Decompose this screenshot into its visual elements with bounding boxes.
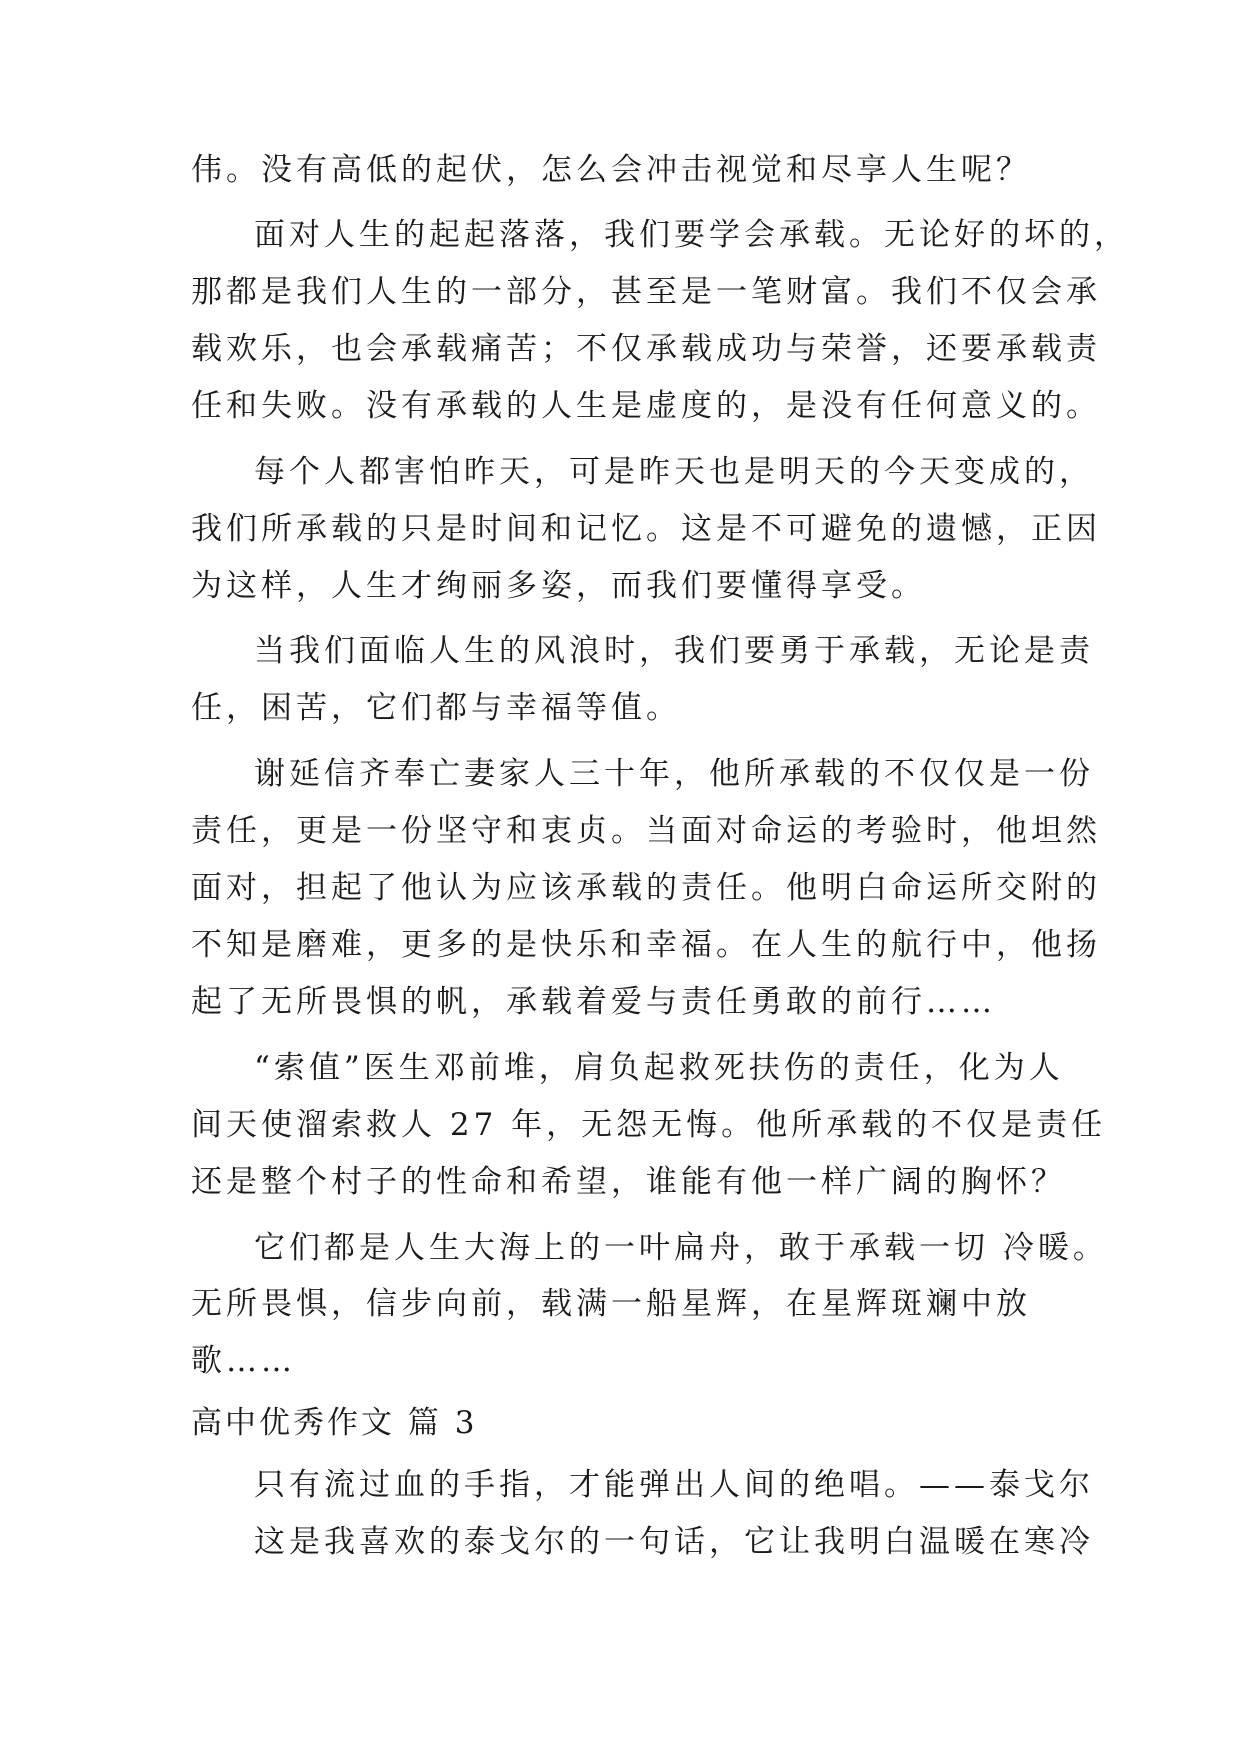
paragraph-line: 只有流过血的手指，才能弹出人间的绝唱。——泰戈尔 [254,1467,1094,1503]
paragraph-line: 那都是我们人生的一部分，甚至是一笔财富。我们不仅会承 [191,274,1101,310]
paragraph-line: 我们所承载的只是时间和记忆。这是不可避免的遗憾，正因 [191,511,1101,547]
paragraph-line: 载欢乐，也会承载痛苦；不仅承载成功与荣誉，还要承载责 [191,331,1101,367]
paragraph-line: 起了无所畏惧的帆，承载着爱与责任勇敢的前行…… [191,984,996,1020]
paragraph-line: 歌…… [191,1343,296,1379]
paragraph-line: 谢延信齐奉亡妻家人三十年，他所承载的不仅仅是一份 [254,756,1094,792]
paragraph-line: 不知是磨难，更多的是快乐和幸福。在人生的航行中，他扬 [191,927,1101,963]
paragraph-line: 它们都是人生大海上的一叶扁舟，敢于承载一切 冷暖。 [254,1230,1108,1266]
paragraph-line: “索值”医生邓前堆，肩负起救死扶伤的责任，化为人 [254,1050,1064,1086]
paragraph-line: 面对，担起了他认为应该承载的责任。他明白命运所交附的 [191,870,1101,906]
section-heading: 高中优秀作文 篇 3 [191,1405,478,1441]
paragraph-line: 面对人生的起起落落，我们要学会承载。无论好的坏的， [254,217,1129,253]
paragraph-line: 无所畏惧，信步向前，载满一船星辉，在星辉斑斓中放 [191,1286,1031,1322]
paragraph-line: 伟。没有高低的起伏，怎么会冲击视觉和尽享人生呢？ [191,152,1031,188]
paragraph-line: 间天使溜索救人 27 年，无怨无悔。他所承载的不仅是责任 [191,1107,1107,1143]
paragraph-line: 为这样，人生才绚丽多姿，而我们要懂得享受。 [191,568,926,604]
paragraph-line: 任和失败。没有承载的人生是虚度的，是没有任何意义的。 [191,388,1101,424]
paragraph-line: 每个人都害怕昨天，可是昨天也是明天的今天变成的， [254,454,1094,490]
paragraph-line: 任，困苦，它们都与幸福等值。 [191,690,681,726]
paragraph-line: 这是我喜欢的泰戈尔的一句话，它让我明白温暖在寒冷 [254,1524,1094,1560]
paragraph-line: 还是整个村子的性命和希望，谁能有他一样广阔的胸怀？ [191,1164,1066,1200]
paragraph-line: 责任，更是一份坚守和衷贞。当面对命运的考验时，他坦然 [191,813,1101,849]
paragraph-line: 当我们面临人生的风浪时，我们要勇于承载，无论是责 [254,633,1094,669]
